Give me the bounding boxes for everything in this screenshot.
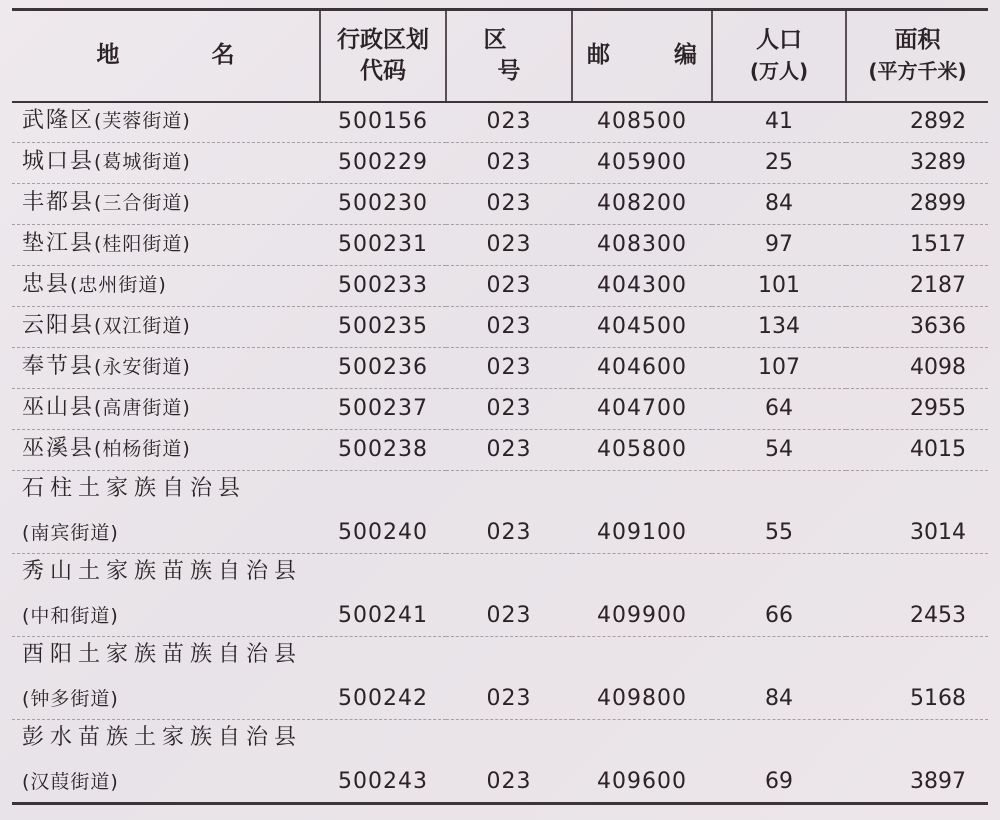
region-table [12,8,988,805]
cell-area: 4015 [846,430,988,471]
cell-area: 2187 [846,266,988,307]
cell-postcode: 409600 [572,720,712,804]
cell-name [12,143,320,184]
cell-postcode: 405900 [572,143,712,184]
table-header [12,10,988,102]
table-row [12,348,988,389]
cell-area-code: 023 [446,720,572,804]
cell-population: 55 [712,471,846,554]
cell-admin-code: 500236 [320,348,446,389]
cell-area: 3289 [846,143,988,184]
cell-name [12,554,320,637]
cell-postcode: 405800 [572,430,712,471]
table-row [12,102,988,143]
cell-postcode: 408200 [572,184,712,225]
header-postcode: 邮 编 [572,10,712,102]
cell-population: 41 [712,102,846,143]
table-row [12,184,988,225]
cell-postcode: 409100 [572,471,712,554]
cell-name [12,471,320,554]
cell-area: 3636 [846,307,988,348]
cell-area-code: 023 [446,637,572,720]
cell-area-code: 023 [446,143,572,184]
header-area: 面积 (平方千米) [846,10,988,102]
cell-admin-code: 500237 [320,389,446,430]
cell-postcode: 404700 [572,389,712,430]
cell-area-code: 023 [446,389,572,430]
county-name: 巫溪县 [22,436,95,461]
county-name: 武隆区 [22,108,95,133]
seat-note: (南宾街道) [22,522,119,544]
cell-admin-code: 500235 [320,307,446,348]
seat-note: (高唐街道) [94,397,191,419]
cell-population: 97 [712,225,846,266]
table-row [12,143,988,184]
county-name: 秀山土家族苗族自治县 [22,559,303,584]
seat-note: (永安街道) [94,356,191,378]
table-row [12,637,988,720]
cell-admin-code: 500229 [320,143,446,184]
cell-population: 69 [712,720,846,804]
table-row [12,554,988,637]
county-name: 酉阳土家族苗族自治县 [22,642,303,667]
cell-postcode: 404600 [572,348,712,389]
cell-name [12,225,320,266]
cell-area: 2892 [846,102,988,143]
cell-area-code: 023 [446,471,572,554]
table-row [12,720,988,804]
cell-area-code: 023 [446,266,572,307]
table-row [12,471,988,554]
cell-postcode: 408500 [572,102,712,143]
seat-note: (葛城街道) [94,151,191,173]
cell-postcode: 408300 [572,225,712,266]
table-row [12,225,988,266]
cell-admin-code: 500233 [320,266,446,307]
cell-admin-code: 500231 [320,225,446,266]
seat-note: (中和街道) [22,605,119,627]
cell-area-code: 023 [446,430,572,471]
cell-population: 84 [712,184,846,225]
cell-population: 25 [712,143,846,184]
cell-area: 3897 [846,720,988,804]
header-area-code: 区 号 [446,10,572,102]
header-name: 地 名 [12,10,320,102]
cell-name [12,637,320,720]
county-name: 石柱土家族自治县 [22,476,247,501]
seat-note: (双江街道) [94,315,191,337]
cell-population: 101 [712,266,846,307]
seat-note: (芙蓉街道) [94,110,191,132]
cell-postcode: 404300 [572,266,712,307]
seat-note: (三合街道) [94,192,191,214]
seat-note: (柏杨街道) [94,438,191,460]
table-row [12,307,988,348]
cell-name [12,720,320,804]
cell-area: 2955 [846,389,988,430]
seat-note: (钟多街道) [22,688,119,710]
header-row [12,10,988,102]
cell-area: 3014 [846,471,988,554]
cell-postcode: 409800 [572,637,712,720]
cell-area-code: 023 [446,102,572,143]
cell-admin-code: 500238 [320,430,446,471]
header-admin-code: 行政区划 代码 [320,10,446,102]
cell-name [12,184,320,225]
cell-name [12,307,320,348]
seat-note: (忠州街道) [70,274,167,296]
table-row [12,389,988,430]
header-population: 人口 (万人) [712,10,846,102]
cell-area-code: 023 [446,184,572,225]
table-body [12,102,988,804]
cell-postcode: 404500 [572,307,712,348]
cell-area-code: 023 [446,348,572,389]
county-name: 丰都县 [22,190,95,215]
county-name: 垫江县 [22,231,95,256]
cell-population: 107 [712,348,846,389]
cell-area-code: 023 [446,225,572,266]
seat-note: (汉葭街道) [22,771,119,793]
cell-area: 4098 [846,348,988,389]
cell-area: 2453 [846,554,988,637]
cell-population: 134 [712,307,846,348]
cell-admin-code: 500240 [320,471,446,554]
cell-population: 66 [712,554,846,637]
county-name: 城口县 [22,149,95,174]
cell-admin-code: 500156 [320,102,446,143]
cell-area: 2899 [846,184,988,225]
cell-area-code: 023 [446,307,572,348]
cell-area: 1517 [846,225,988,266]
table-row [12,430,988,471]
cell-admin-code: 500230 [320,184,446,225]
cell-admin-code: 500243 [320,720,446,804]
cell-name [12,102,320,143]
cell-name [12,266,320,307]
cell-area-code: 023 [446,554,572,637]
cell-admin-code: 500241 [320,554,446,637]
table-row [12,266,988,307]
cell-name [12,389,320,430]
cell-postcode: 409900 [572,554,712,637]
seat-note: (桂阳街道) [94,233,191,255]
county-name: 巫山县 [22,395,95,420]
cell-population: 84 [712,637,846,720]
cell-area: 5168 [846,637,988,720]
county-name: 云阳县 [22,313,95,338]
cell-admin-code: 500242 [320,637,446,720]
cell-name [12,430,320,471]
county-name: 忠县 [22,272,71,297]
county-name: 奉节县 [22,354,95,379]
cell-population: 64 [712,389,846,430]
cell-name [12,348,320,389]
cell-population: 54 [712,430,846,471]
county-name: 彭水苗族土家族自治县 [22,725,303,750]
